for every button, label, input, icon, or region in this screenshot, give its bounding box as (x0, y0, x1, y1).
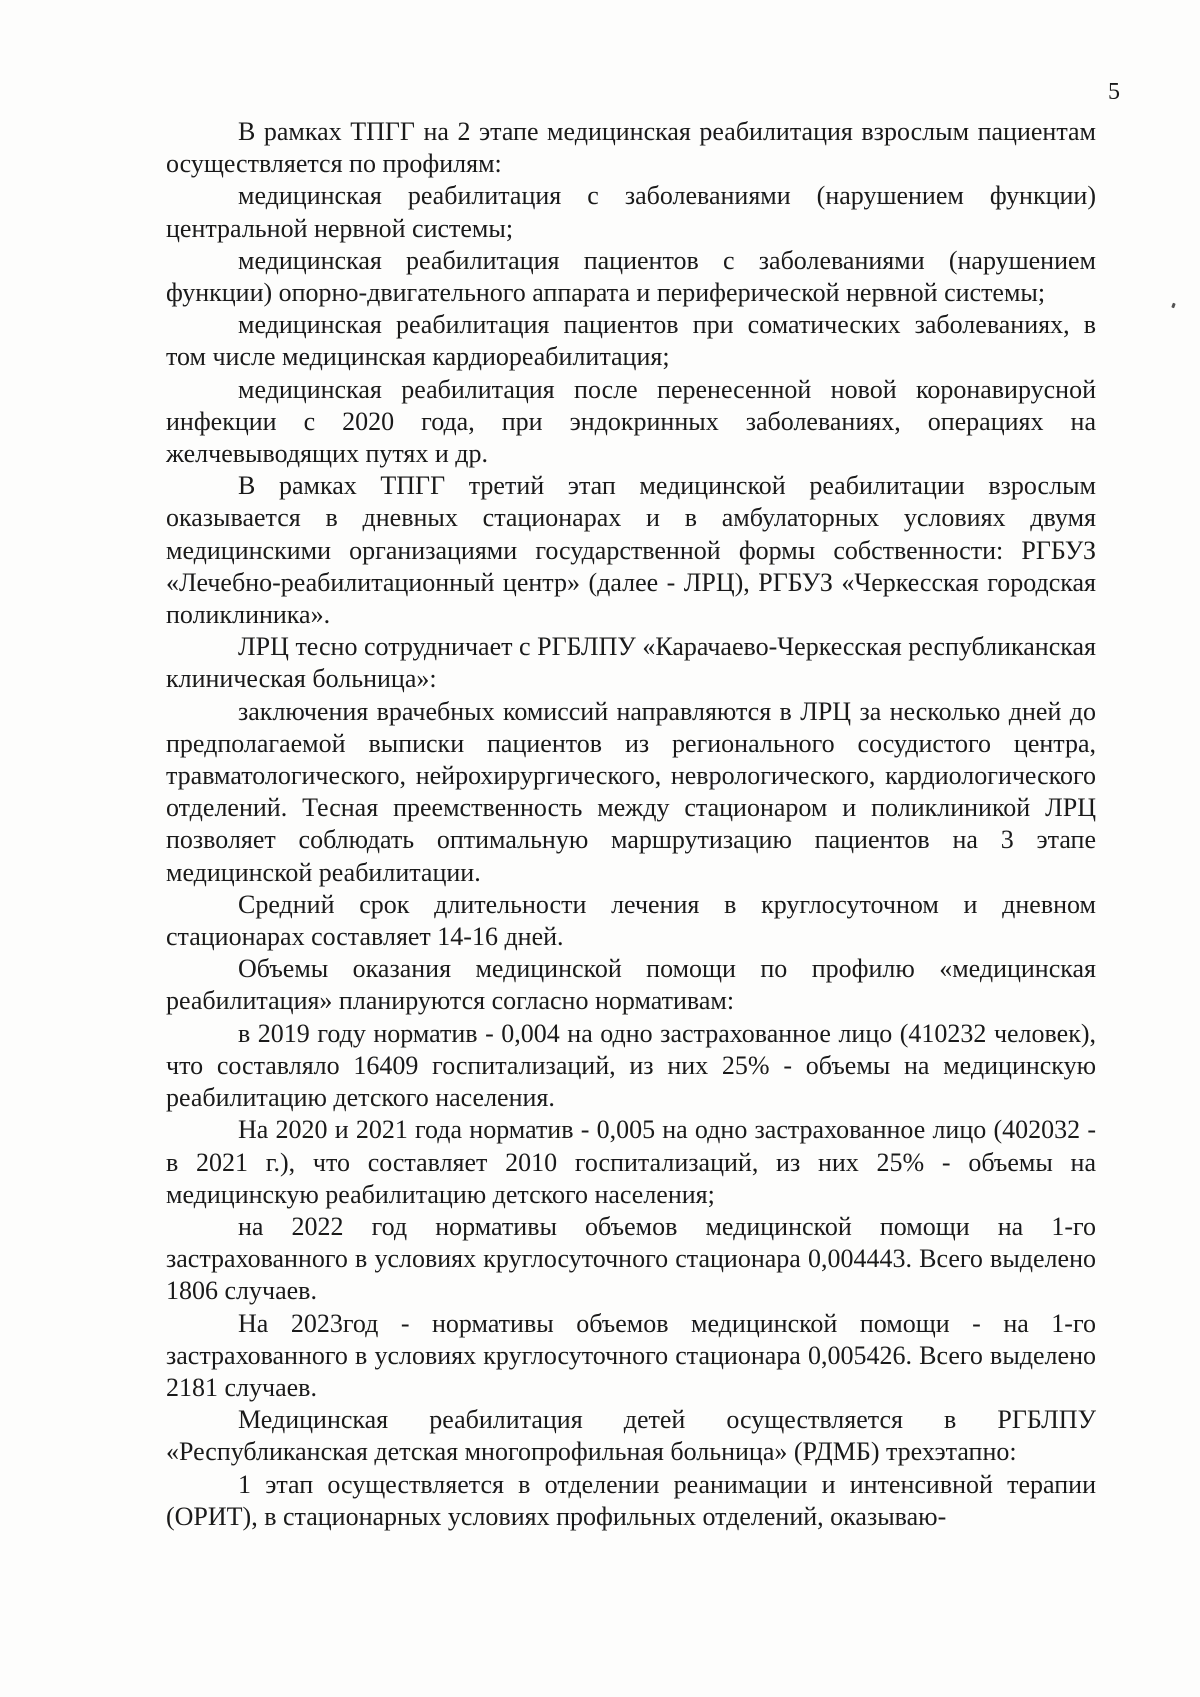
paragraph-4: медицинская реабилитация пациентов при соматических заболеваниях, в том числе медицинская кардиореабилитация; (166, 310, 1096, 372)
paragraph-3: медицинская реабилитация пациентов с заболеваниями (нарушением функции) опорно-двигательного аппарата и периферической нервной системы; (166, 245, 1096, 308)
document-body (166, 116, 1096, 1533)
paragraph-5: медицинская реабилитация после перенесенной новой коронавирусной инфекции с 2020 года, при эндокринных заболеваниях, операциях на желчевыводящих путях и др. (166, 374, 1096, 469)
paragraph-7: ЛРЦ тесно сотрудничает с РГБЛПУ «Карачаево-Черкесская республиканская клиническая больница»: (166, 632, 1096, 694)
paragraph-1: В рамках ТПГГ на 2 этапе медицинская реабилитация взрослым пациентам осуществляется по профилям: (166, 117, 1096, 179)
paragraph-15: Медицинская реабилитация детей осуществляется в РГБЛПУ «Республиканская детская многопрофильная больница» (РДМБ) трехэтапно: (166, 1405, 1096, 1467)
scan-speck (1171, 303, 1176, 309)
paragraph-13: на 2022 год нормативы объемов медицинской помощи на 1-го застрахованного в условиях круглосуточного стационара 0,004443. Всего выделено 1806 случаев. (166, 1211, 1096, 1306)
paragraph-14: На 2023год - нормативы объемов медицинской помощи - на 1-го застрахованного в условиях круглосуточного стационара 0,005426. Всего выделено 2181 случаев. (166, 1308, 1096, 1402)
paragraph-11: в 2019 году норматив - 0,004 на одно застрахованное лицо (410232 человек), что составляло 16409 госпитализаций, из них 25% - объемы на медицинскую реабилитацию детского населения. (166, 1018, 1096, 1113)
page-number: 5 (1108, 79, 1120, 105)
paragraph-12: На 2020 и 2021 года норматив - 0,005 на одно застрахованное лицо (402032 - в 2021 г.), что составляет 2010 госпитализаций, из них 25% - объемы на медицинскую реабилитацию детского населения; (166, 1115, 1096, 1209)
paragraph-16: 1 этап осуществляется в отделении реанимации и интенсивной терапии (ОРИТ), в стационарных условиях профильных отделений, оказываю- (166, 1469, 1096, 1531)
paragraph-8: заключения врачебных комиссий направляются в ЛРЦ за несколько дней до предполагаемой выписки пациентов из регионального сосудистого центра, травматологического, нейрохирургического, неврологического, кардиологического отделений. Тесная преемственность между стационаром и поликлиникой ЛРЦ позволяет соблюдать оптимальную маршрутизацию пациентов на 3 этапе медицинской реабилитации. (166, 696, 1096, 887)
paragraph-9: Средний срок длительности лечения в круглосуточном и дневном стационарах составляет 14-16 дней. (166, 889, 1096, 952)
paragraph-2: медицинская реабилитация с заболеваниями (нарушением функции) центральной нервной системы; (166, 181, 1096, 243)
paragraph-6: В рамках ТПГГ третий этап медицинской реабилитации взрослым оказывается в дневных стационарах и в амбулаторных условиях двумя медицинскими организациями государственной формы собственности: РГБУЗ «Лечебно-реабилитационный центр» (далее - ЛРЦ), РГБУЗ «Черкесская городская поликлиника». (166, 471, 1096, 630)
paragraph-10: Объемы оказания медицинской помощи по профилю «медицинская реабилитация» планируются согласно нормативам: (166, 954, 1096, 1016)
